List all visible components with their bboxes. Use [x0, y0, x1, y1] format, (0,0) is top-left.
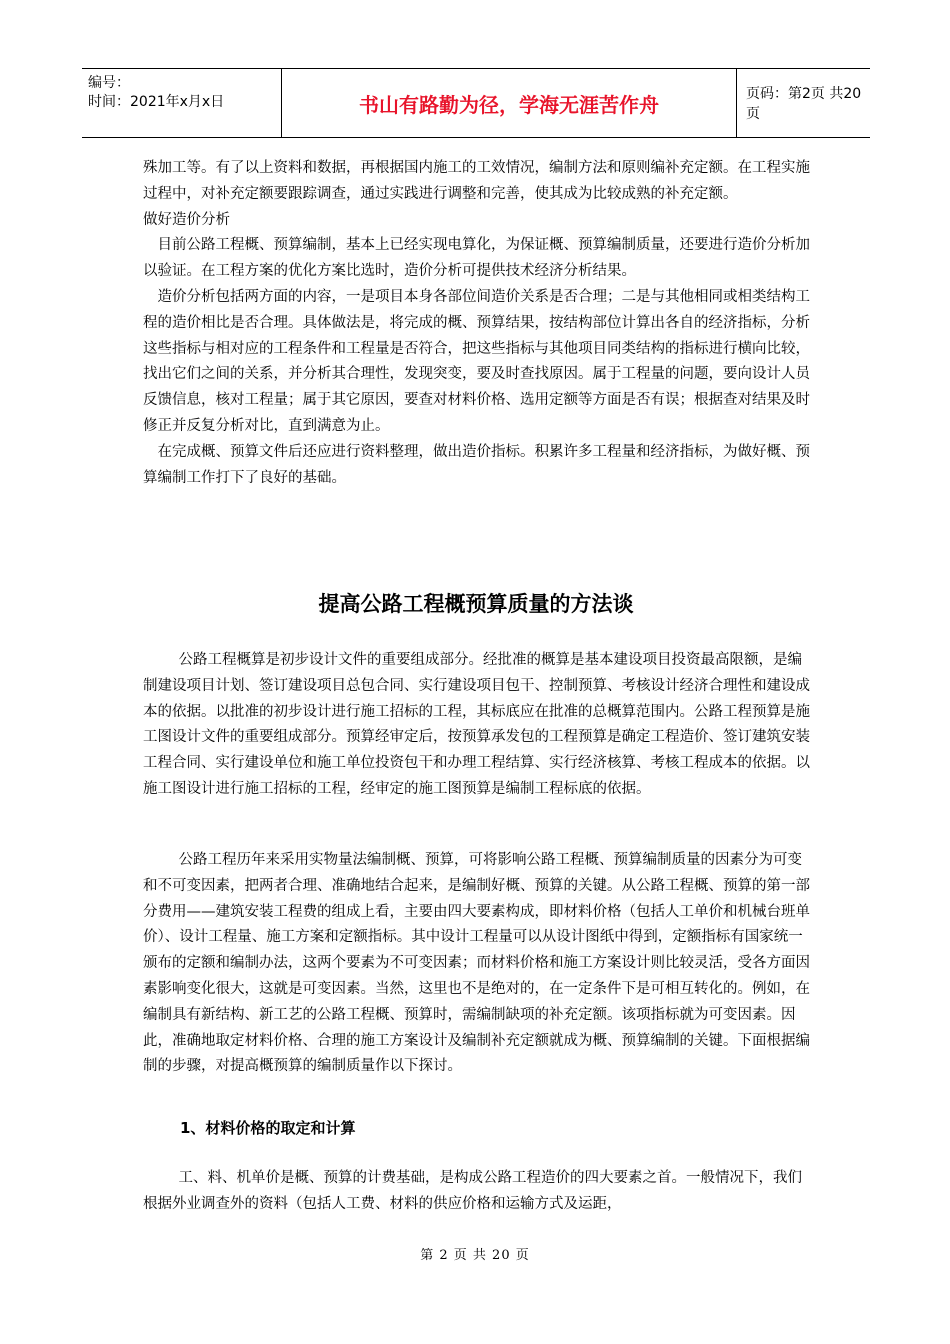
article-intro — [143, 648, 813, 803]
header-motto: 书山有路勤为径，学海无涯苦作舟 — [282, 69, 737, 137]
time-label: 时间：2021年x月x日 — [88, 94, 225, 110]
number-label: 编号： — [88, 75, 130, 91]
page-footer: 第 2 页 共 20 页 — [420, 1248, 530, 1263]
section-heading: 做好造价分析 — [143, 211, 230, 228]
article-title: 提高公路工程概预算质量的方法谈 — [318, 592, 634, 616]
subheading: 1、材料价格的取定和计算 — [180, 1119, 356, 1137]
section-cost-analysis — [143, 156, 813, 491]
paragraph: 工、料、机单价是概、预算的计费基础，是构成公路工程造价的四大要素之首。一般情况下，我们根据外业调查外的资料（包括人工费、材料的供应价格和运输方式及运距， — [143, 1170, 803, 1212]
paragraph: 殊加工等。有了以上资料和数据，再根据国内施工的工效情况，编制方法和原则编补充定额。在工程实施过程中，对补充定额要跟踪调查，通过实践进行调整和完善，使其成为比较成熟的补充定额。 — [143, 160, 810, 202]
paragraph: 在完成概、预算文件后还应进行资料整理，做出造价指标。积累许多工程量和经济指标，为做好概、预算编制工作打下了良好的基础。 — [143, 443, 810, 486]
header-table — [82, 68, 870, 138]
paragraph: 公路工程历年来采用实物量法编制概、预算，可将影响公路工程概、预算编制质量的因素分为可变和不可变因素，把两者合理、准确地结合起来，是编制好概、预算的关键。从公路工程概、预算的第一部分费用——建筑安装工程费的组成上看，主要由四大要素构成，即材料价格（包括人工单价和机械台班单价）、设计工程量、施工方案和定额指标。其中设计工程量可以从设计图纸中得到，定额指标有国家统一颁布的定额和编制办法，这两个要素为不可变因素；而材料价格和施工方案设计则比较灵活，受各方面因素影响变化很大，这就是可变因素。当然，这里也不是绝对的，在一定条件下是可相互转化的。例如，在编制具有新结构、新工艺的公路工程概、预算时，需编制缺项的补充定额。该项指标就为可变因素。因此，准确地取定材料价格、合理的施工方案设计及编制补充定额就成为概、预算编制的关键。下面根据编制的步骤，对提高概预算的编制质量作以下探讨。 — [143, 852, 810, 1075]
article-materials — [143, 1166, 813, 1218]
paragraph: 目前公路工程概、预算编制，基本上已经实现电算化，为保证概、预算编制质量，还要进行造价分析加以验证。在工程方案的优化方案比选时，造价分析可提供技术经济分析结果。 — [143, 237, 810, 280]
article-factors — [143, 848, 813, 1080]
header-page-label: 页码：第2页 共20页 — [746, 86, 862, 122]
header-meta — [82, 69, 282, 137]
paragraph: 公路工程概算是初步设计文件的重要组成部分。经批准的概算是基本建设项目投资最高限额，是编制建设项目计划、签订建设项目总包合同、实行建设项目包干、控制预算、考核设计经济合理性和建设成本的依据。以批准的初步设计进行施工招标的工程，其标底应在批准的总概算范围内。公路工程预算是施工图设计文件的重要组成部分。预算经审定后，按预算承发包的工程预算是确定工程造价、签订建筑安装工程合同、实行建设单位和施工单位投资包干和办理工程结算、实行经济核算、考核工程成本的依据。以施工图设计进行施工招标的工程，经审定的施工图预算是编制工程标底的依据。 — [143, 652, 810, 797]
paragraph: 造价分析包括两方面的内容，一是项目本身各部位间造价关系是否合理；二是与其他相同或相类结构工程的造价相比是否合理。具体做法是，将完成的概、预算结果，按结构部位计算出各自的经济指标，分析这些指标与相对应的工程条件和工程量是否符合，把这些指标与其他项目同类结构的指标进行横向比较，找出它们之间的关系，并分析其合理性，发现突变，要及时查找原因。属于工程量的问题，要向设计人员反馈信息，核对工程量；属于其它原因，要查对材料价格、选用定额等方面是否有误；根据查对结果及时修正并反复分析对比，直到满意为止。 — [143, 288, 810, 434]
